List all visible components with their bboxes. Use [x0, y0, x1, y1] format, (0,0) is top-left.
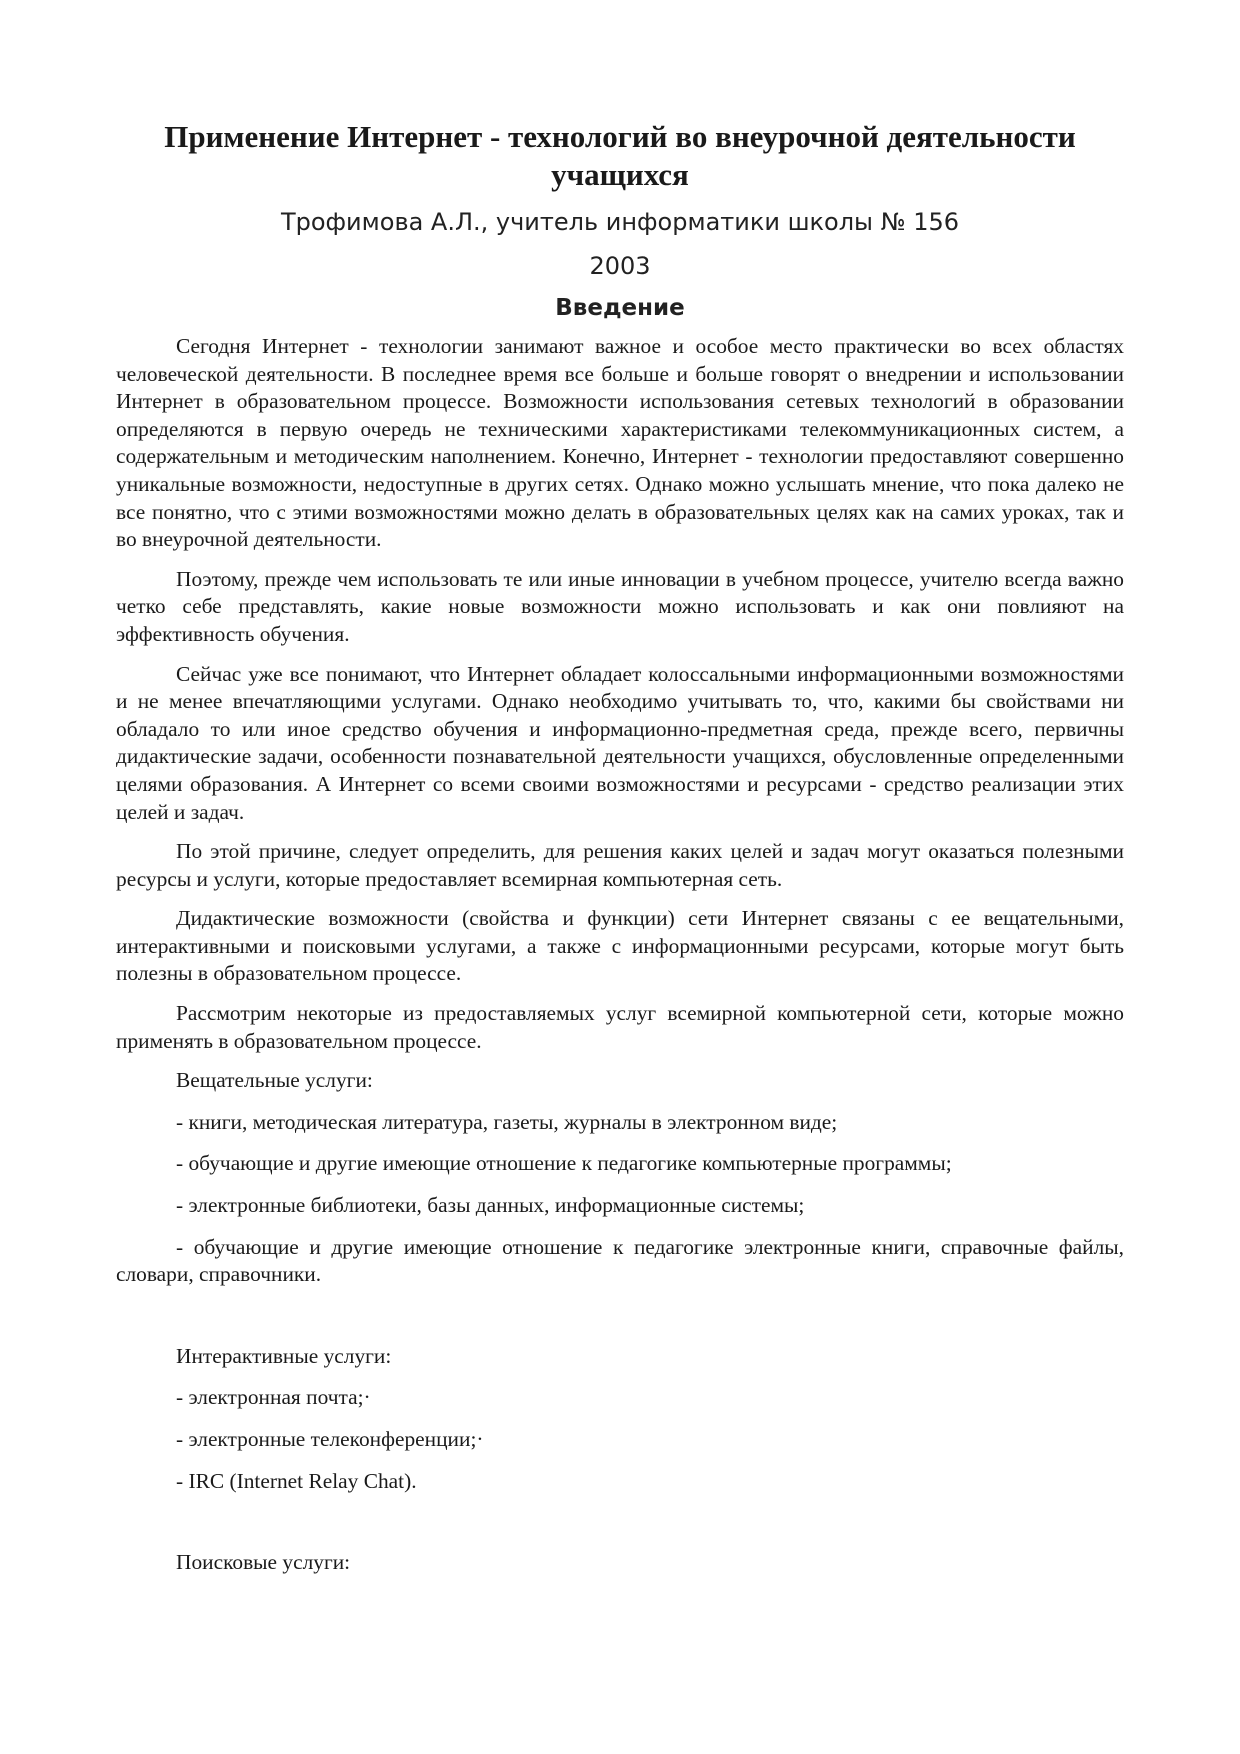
- paragraph: По этой причине, следует определить, для решения каких целей и задач могут оказаться полезными ресурсы и услуги, которые предоставляет всемирная компьютерная сеть.: [116, 839, 1124, 891]
- author-line: Трофимова А.Л., учитель информатики школы № 156: [280, 208, 960, 236]
- list-item: - обучающие и другие имеющие отношение к педагогике электронные книги, справочные файлы, словари, справочники.: [116, 1234, 1124, 1287]
- list-item: - электронная почта;·: [176, 1385, 371, 1410]
- paragraph: Сегодня Интернет - технологии занимают важное и особое место практически во всех областях человеческой деятельности. В последнее время все больше и больше говорят о внедрении и использовании Интернет в образовательном процессе. Возможности использования сетевых технологий в образовании определяются в первую очередь не техническими характеристиками телекоммуникационных систем, а содержательным и методическим наполнением. Конечно, Интернет - технологии предоставляют совершенно уникальные возможности, недоступные в других сетях. Однако можно услышать мнение, что пока далеко не все понятно, что с этими возможностями можно делать в образовательных целях как на самих уроках, так и во внеурочной деятельности.: [116, 334, 1124, 552]
- broadcast-services-heading: Вещательные услуги:: [176, 1068, 373, 1093]
- list-item: - электронные телеконференции;·: [176, 1427, 484, 1451]
- interactive-services-heading: Интерактивные услуги:: [176, 1343, 392, 1368]
- list-item: - IRC (Internet Relay Chat).: [176, 1468, 417, 1493]
- document-year: 2003: [589, 252, 651, 280]
- paragraph: Дидактические возможности (свойства и функции) сети Интернет связаны с ее вещательными, интерактивными и поисковыми услугами, а также с информационными ресурсами, которые могут быть полезны в образовательном процессе.: [116, 906, 1124, 986]
- document-title: Применение Интернет - технологий во внеурочной деятельности учащихся: [164, 119, 1076, 192]
- list-item: - обучающие и другие имеющие отношение к педагогике компьютерные программы;: [176, 1151, 952, 1176]
- list-item: - книги, методическая литература, газеты, журналы в электронном виде;: [176, 1109, 838, 1134]
- document-page: [116, 118, 1124, 1577]
- paragraph: Сейчас уже все понимают, что Интернет обладает колоссальными информационными возможностями и не менее впечатляющими услугами. Однако необходимо учитывать то, что, какими бы свойствами ни обладало то или иное средство обучения и информационно-предметная среда, прежде всего, первичны дидактические задачи, особенности познавательной деятельности учащихся, обусловленные определенными целями образования. А Интернет со всеми своими возможностями и ресурсами - средство реализации этих целей и задач.: [116, 661, 1124, 824]
- paragraph: Поэтому, прежде чем использовать те или иные инновации в учебном процессе, учителю всегда важно четко себе представлять, какие новые возможности можно использовать и как они повлияют на эффективность обучения.: [116, 566, 1124, 646]
- section-heading-introduction: Введение: [555, 295, 685, 321]
- list-item: - электронные библиотеки, базы данных, информационные системы;: [176, 1193, 805, 1218]
- paragraph: Рассмотрим некоторые из предоставляемых услуг всемирной компьютерной сети, которые можно применять в образовательном процессе.: [116, 1001, 1124, 1053]
- search-services-heading: Поисковые услуги:: [176, 1550, 351, 1575]
